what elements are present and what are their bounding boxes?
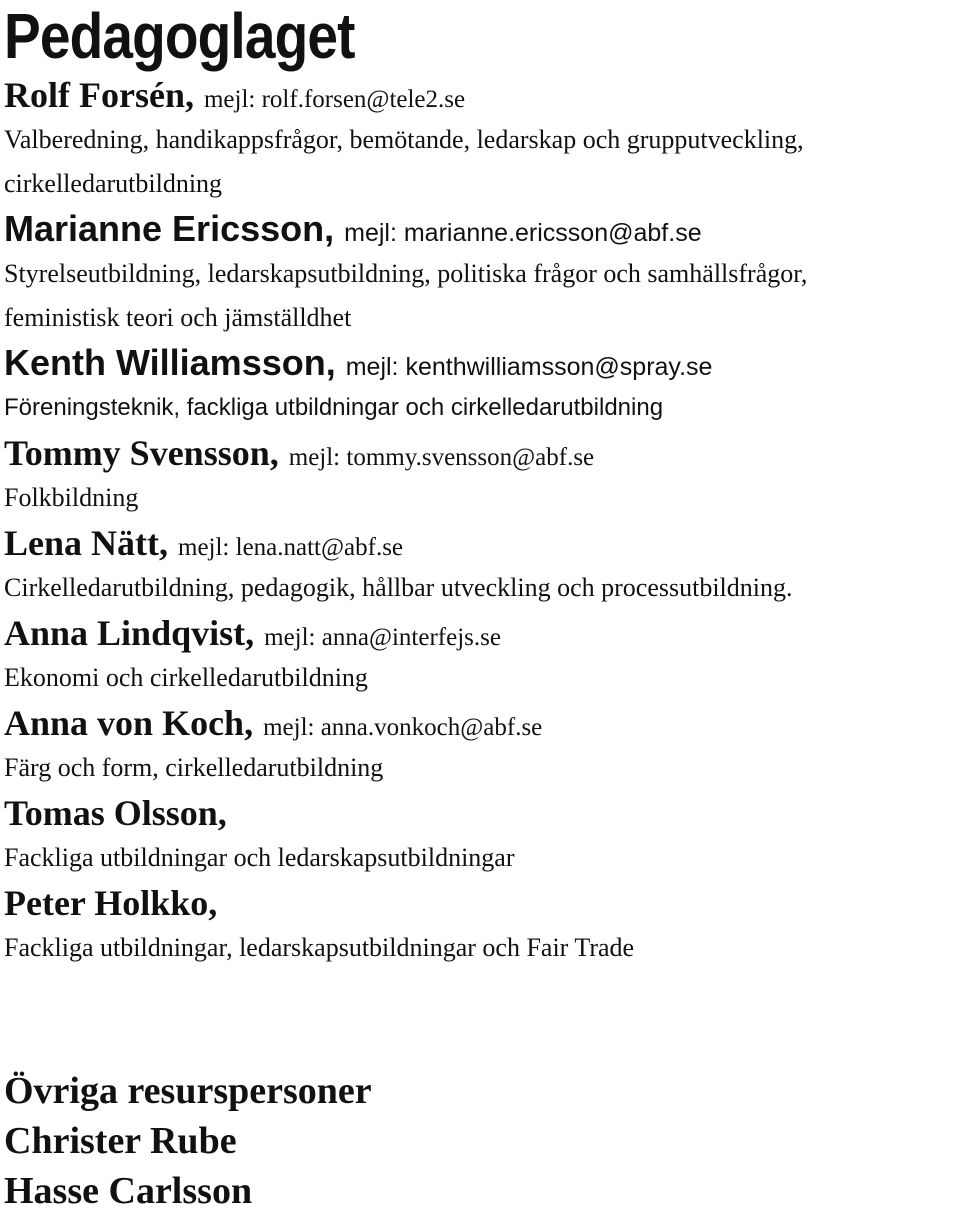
person-description: Färg och form, cirkelledarutbildning	[4, 753, 384, 782]
person-tomas-olsson	[4, 790, 956, 880]
person-name: Anna von Koch,	[4, 703, 254, 743]
person-description: Fackliga utbildningar, ledarskapsutbildningar och Fair Trade	[4, 933, 635, 962]
person-description: Valberedning, handikappsfrågor, bemötande, ledarskap och grupputveckling, cirkelledarutbildning	[4, 125, 804, 198]
document-page	[4, 0, 956, 1212]
person-description: Föreningsteknik, fackliga utbildningar och cirkelledarutbildning	[4, 394, 664, 421]
person-name: Tomas Olsson,	[4, 793, 227, 833]
person-anna-lindqvist	[4, 610, 956, 700]
person-kenth-williamsson	[4, 340, 956, 430]
person-peter-holkko	[4, 880, 956, 970]
person-email: mejl: kenthwilliamsson@spray.se	[345, 353, 713, 381]
person-name: Tommy Svensson,	[4, 433, 279, 473]
person-name: Anna Lindqvist,	[4, 613, 255, 653]
person-rolf-forsen	[4, 72, 956, 206]
other-resource-persons	[4, 1066, 372, 1216]
person-email: mejl: rolf.forsen@tele2.se	[203, 86, 466, 113]
person-tommy-svensson	[4, 430, 956, 520]
person-email: mejl: marianne.ericsson@abf.se	[344, 219, 702, 247]
person-description: Cirkelledarutbildning, pedagogik, hållbar utveckling och processutbildning.	[4, 573, 793, 602]
person-name: Peter Holkko,	[4, 883, 218, 923]
person-lena-natt	[4, 520, 956, 610]
person-marianne-ericsson	[4, 206, 956, 340]
person-email: mejl: lena.natt@abf.se	[178, 534, 404, 561]
section-heading: Övriga resurspersoner	[4, 1070, 372, 1112]
resource-person-name: Christer Rube	[4, 1120, 237, 1162]
person-description: Styrelseutbildning, ledarskapsutbildning, politiska frågor och samhällsfrågor, feministisk teori och jämställdhet	[4, 259, 808, 332]
person-anna-von-koch	[4, 700, 956, 790]
person-description: Ekonomi och cirkelledarutbildning	[4, 663, 368, 692]
person-email: mejl: anna.vonkoch@abf.se	[263, 714, 543, 741]
person-email: mejl: anna@interfejs.se	[264, 624, 501, 651]
person-description: Fackliga utbildningar och ledarskapsutbildningar	[4, 843, 515, 872]
person-description: Folkbildning	[4, 483, 139, 512]
page-title: Pedagoglaget	[4, 0, 355, 72]
person-email: mejl: tommy.svensson@abf.se	[288, 444, 595, 471]
person-name: Marianne Ericsson,	[4, 208, 335, 249]
person-name: Kenth Williamsson,	[4, 342, 336, 383]
person-name: Rolf Forsén,	[4, 75, 194, 115]
person-name: Lena Nätt,	[4, 523, 168, 563]
resource-person-name: Hasse Carlsson	[4, 1170, 253, 1212]
